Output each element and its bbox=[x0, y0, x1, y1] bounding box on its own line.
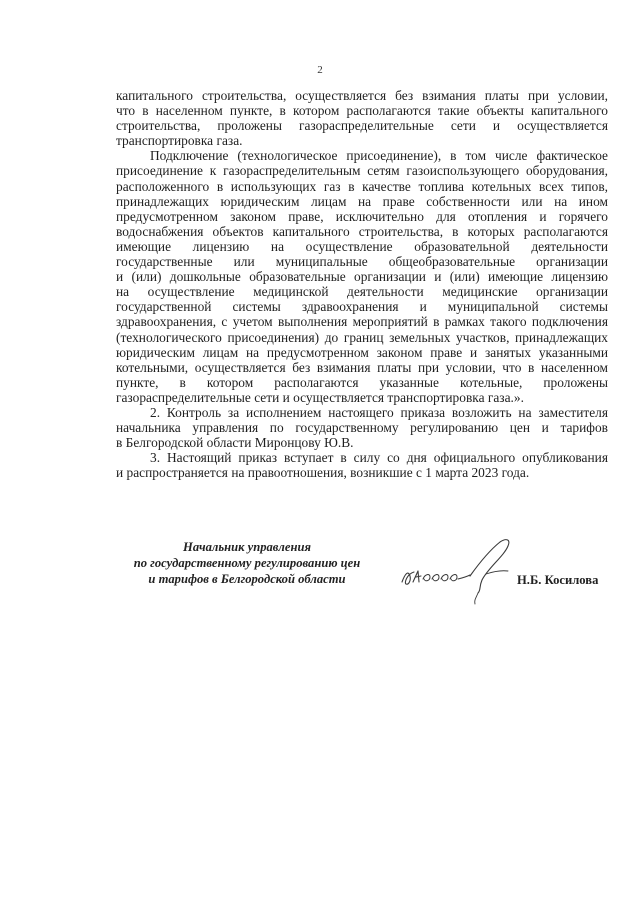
text-line: котельными, осуществляется без взимания платы при условии, что в населенном bbox=[116, 359, 608, 375]
text-line: что в населенном пункте, в котором располагаются такие объекты капитального bbox=[116, 103, 608, 119]
document-body bbox=[116, 88, 608, 480]
text-line: 3. Настоящий приказ вступает в силу со дня официального опубликования bbox=[150, 450, 608, 466]
text-line: пункте, в котором располагаются указанные котельные, проложены bbox=[116, 374, 608, 390]
text-line: капитального строительства, осуществляется без взимания платы при условии, bbox=[116, 88, 608, 103]
margin-mark bbox=[621, 380, 625, 438]
text-line: предусмотренном законом праве, исключительно для отопления и горячего bbox=[116, 208, 608, 224]
text-line: присоединение к газораспределительным сетям газоиспользующего оборудования, bbox=[116, 163, 608, 179]
text-line: водоснабжения объектов капитального строительства, в которых располагаются bbox=[116, 223, 608, 239]
position-line: Начальник управления bbox=[183, 540, 311, 554]
text-line: в Белгородской области Миронцову Ю.В. bbox=[116, 435, 354, 451]
text-line: транспортировка газа. bbox=[116, 133, 243, 149]
position-line: по государственному регулированию цен bbox=[133, 556, 361, 570]
text-line: и распространяется на правоотношения, возникшие с 1 марта 2023 года. bbox=[116, 465, 530, 481]
text-line: имеющие лицензию на осуществление образовательной деятельности bbox=[116, 238, 608, 254]
text-line: газораспределительные сети и осуществляется транспортировка газа.». bbox=[116, 389, 524, 405]
text-line: здравоохранения, с учетом выполнения мероприятий в рамках такого подключения bbox=[116, 314, 608, 330]
text-line: и (или) дошкольные образовательные организации и (или) имеющие лицензию bbox=[116, 269, 608, 285]
text-line: строительства, проложены газораспределительные сети и осуществляется bbox=[116, 118, 608, 134]
text-line: начальника управления по государственному регулированию цен и тарифов bbox=[116, 420, 608, 436]
signer-name: Н.Б. Косилова bbox=[517, 573, 599, 587]
text-line: государственной системы здравоохранения и муниципальной системы bbox=[116, 299, 608, 315]
page-number: 2 bbox=[317, 64, 323, 76]
text-line: (технологического присоединения) до границ земельных участков, принадлежащих bbox=[116, 329, 608, 345]
text-line: юридическим лицам на предусмотренном законом праве и занятых указанными bbox=[116, 344, 608, 360]
signatory-position bbox=[102, 539, 392, 587]
text-line: 2. Контроль за исполнением настоящего приказа возложить на заместителя bbox=[150, 404, 608, 420]
text-line: расположенного в использующих газ в качестве топлива котельных всех типов, bbox=[116, 178, 608, 194]
text-line: Подключение (технологическое присоединение), в том числе фактическое bbox=[150, 148, 608, 164]
text-line: принадлежащих юридическим лицам на праве собственности или на ином bbox=[116, 193, 608, 209]
text-line: государственные или муниципальные общеобразовательные организации bbox=[116, 254, 608, 270]
position-line: и тарифов в Белгородской области bbox=[148, 572, 346, 586]
handwritten-signature bbox=[396, 530, 516, 610]
text-line: на осуществление медицинской деятельности медицинские организации bbox=[116, 284, 608, 300]
